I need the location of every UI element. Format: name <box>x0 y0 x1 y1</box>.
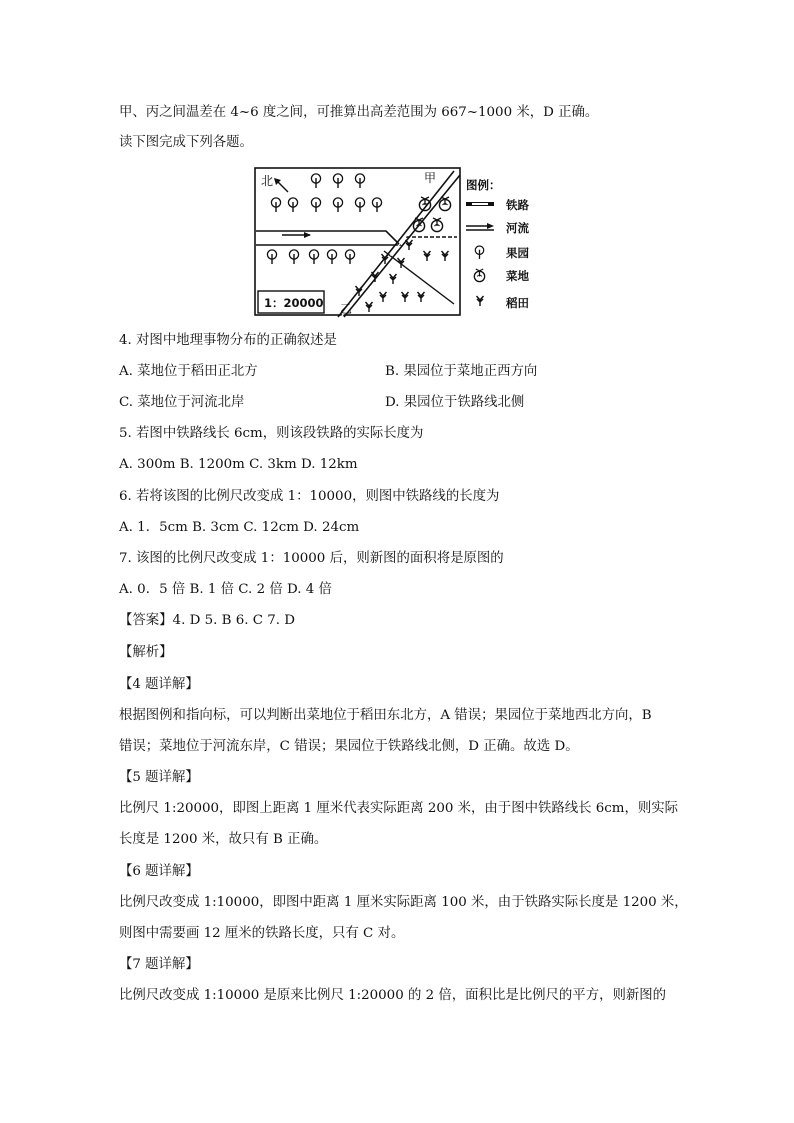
intro-line-2: 读下图完成下列各题。 <box>119 135 253 150</box>
q5-stem: 5. 若图中铁路线长 6cm，则该段铁路的实际长度为 <box>119 426 424 441</box>
q4-stem: 4. 对图中地理事物分布的正确叙述是 <box>119 333 337 348</box>
legend-vegetable-label: 菜地 <box>506 269 529 283</box>
q4-option-c: C. 菜地位于河流北岸 <box>119 395 245 410</box>
detail-6-title: 【6 题详解】 <box>119 864 199 879</box>
detail-4-title: 【4 题详解】 <box>119 677 199 692</box>
q7-options: A. 0．5 倍 B. 1 倍 C. 2 倍 D. 4 倍 <box>119 582 332 597</box>
detail-4-line-1: 根据图例和指向标，可以判断出菜地位于稻田东北方，A 错误；果园位于菜地西北方向，B <box>119 708 652 723</box>
detail-6-line-1: 比例尺改变成 1:10000，即图中距离 1 厘米实际距离 100 米，由于铁路实际长度是 1200 米， <box>119 895 688 910</box>
legend-orchard-icon <box>475 246 483 259</box>
legend-river-label: 河流 <box>506 221 529 235</box>
legend-paddy-label: 稻田 <box>506 296 529 310</box>
analysis-title: 【解析】 <box>119 645 173 660</box>
legend-title: 图例： <box>466 178 501 192</box>
legend-vegetable-icon <box>474 269 484 282</box>
intro-line-1: 甲、丙之间温差在 4~6 度之间，可推算出高差范围为 667~1000 米，D 正确。 <box>119 105 599 120</box>
detail-7-title: 【7 题详解】 <box>119 957 199 972</box>
detail-5-line-1: 比例尺 1:20000，即图上距离 1 厘米代表实际距离 200 米，由于图中铁路线长 6cm，则实际 <box>119 801 679 816</box>
north-label: 北 <box>261 174 274 188</box>
answer-line: 【答案】4. D 5. B 6. C 7. D <box>119 613 296 628</box>
legend-paddy-icon <box>477 296 484 306</box>
legend-orchard-label: 果园 <box>506 246 529 260</box>
q4-option-d: D. 果园位于铁路线北侧 <box>385 395 525 410</box>
scale-text: 1：20000 <box>264 296 324 310</box>
q4-option-b: B. 果园位于菜地正西方向 <box>385 364 538 379</box>
detail-5-title: 【5 题详解】 <box>119 770 199 785</box>
detail-6-line-2: 则图中需要画 12 厘米的铁路长度，只有 C 对。 <box>119 926 405 941</box>
detail-4-line-2: 错误；菜地位于河流东岸，C 错误；果园位于铁路线北侧，D 正确。故选 D。 <box>119 739 579 754</box>
q6-options: A. 1．5cm B. 3cm C. 12cm D. 24cm <box>119 520 360 535</box>
place-jia-label: 甲 <box>424 171 437 185</box>
q5-options: A. 300m B. 1200m C. 3km D. 12km <box>119 457 358 472</box>
place-yi-label: 乙 <box>340 302 353 316</box>
detail-5-line-2: 长度是 1200 米，故只有 B 正确。 <box>119 832 328 847</box>
map-figure <box>254 167 544 320</box>
legend-railway-label: 铁路 <box>506 198 529 212</box>
q7-stem: 7. 该图的比例尺改变成 1：10000 后，则新图的面积将是原图的 <box>119 551 504 566</box>
q4-option-a: A. 菜地位于稻田正北方 <box>119 364 258 379</box>
detail-7-line-1: 比例尺改变成 1:10000 是原来比例尺 1:20000 的 2 倍，面积比是比例尺的平方，则新图的 <box>119 988 667 1003</box>
q6-stem: 6. 若将该图的比例尺改变成 1：10000，则图中铁路线的长度为 <box>119 489 500 504</box>
